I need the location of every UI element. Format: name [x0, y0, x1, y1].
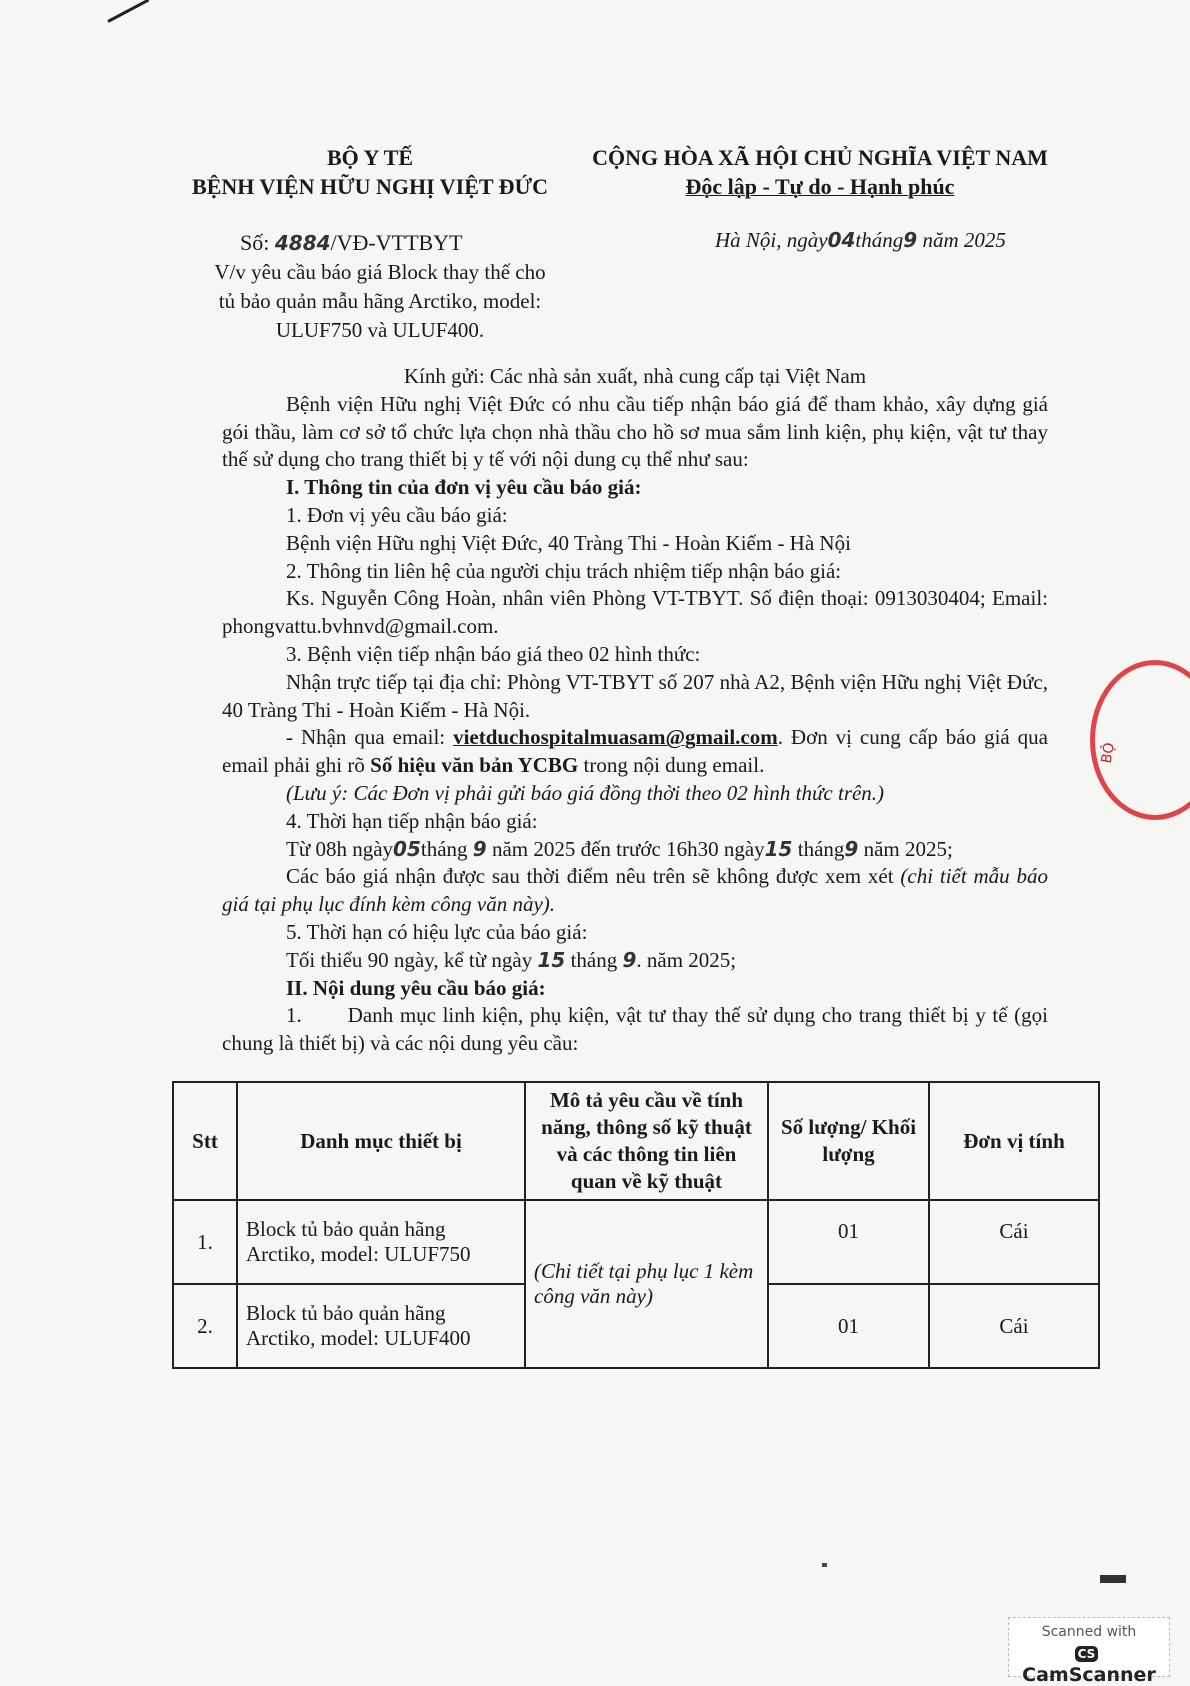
row-qty: 01	[768, 1200, 929, 1284]
email-end: trong nội dung email.	[578, 753, 765, 778]
document-number	[240, 230, 463, 256]
watermark-caption: Scanned with	[1041, 1624, 1137, 1640]
item-3-note: (Lưu ý: Các Đơn vị phải gửi báo giá đồng thời theo 02 hình thức trên.)	[286, 780, 885, 805]
item-5: 5. Thời hạn có hiệu lực của báo giá:	[286, 919, 588, 944]
item-2: 2. Thông tin liên hệ của người chịu trách nhiệm tiếp nhận báo giá:	[286, 558, 842, 583]
doc-number-prefix: Số:	[240, 230, 270, 255]
row-unit: Cái	[929, 1284, 1099, 1368]
section-2-title: II. Nội dung yêu cầu báo giá:	[286, 975, 546, 1000]
table-header: Danh mục thiết bị	[237, 1082, 525, 1200]
email-bold: Số hiệu văn bản YCBG	[370, 753, 579, 778]
item-number: 1.	[286, 1003, 302, 1028]
validity-month: 9	[622, 947, 637, 972]
range-month-label: tháng	[420, 836, 468, 861]
watermark-brand	[1009, 1642, 1169, 1686]
item-4: 4. Thời hạn tiếp nhận báo giá:	[286, 808, 538, 833]
item-3-direct: Nhận trực tiếp tại địa chỉ: Phòng VT-TBYT số 207 nhà A2, Bệnh viện Hữu nghị Việt Đức, 40 Tràng Thi - Hoàn Kiếm - Hà Nội.	[222, 669, 1048, 722]
item-text: Danh mục linh kiện, phụ kiện, vật tư thay thế sử dụng cho trang thiết bị y tế (gọi chung là thiết bị) và các nội dung yêu cầu:	[222, 1003, 1048, 1056]
table-header-row	[173, 1082, 1099, 1200]
item-3: 3. Bệnh viện tiếp nhận báo giá theo 02 hình thức:	[286, 641, 701, 666]
doc-number-suffix: /VĐ-VTTBYT	[330, 230, 463, 255]
row-name: Block tủ bảo quản hãng Arctiko, model: ULUF400	[237, 1284, 525, 1368]
document-body	[222, 363, 1048, 1058]
row-unit: Cái	[929, 1200, 1099, 1284]
ministry-name: BỘ Y TẾ	[327, 145, 413, 170]
document-date	[715, 228, 1006, 253]
red-seal-stamp	[1090, 660, 1190, 820]
camscanner-icon: CS	[1075, 1646, 1099, 1662]
row-stt: 2.	[173, 1284, 237, 1368]
table-header: Đơn vị tính	[929, 1082, 1099, 1200]
email-mid: . Đơn vị cung cấp báo giá qua email phải ghi rõ	[222, 725, 1048, 778]
subject-line: tủ bảo quản mẫu hãng Arctiko, model:	[218, 289, 542, 313]
range-month: 9	[472, 836, 487, 861]
validity-lead: Tối thiểu 90 ngày, kể từ ngày	[286, 947, 533, 972]
range-month-end: 9	[844, 836, 859, 861]
table-row	[173, 1200, 1099, 1284]
section-1-title: I. Thông tin của đơn vị yêu cầu báo giá:	[286, 475, 642, 500]
hospital-name: BỆNH VIỆN HỮU NGHỊ VIỆT ĐỨC	[192, 174, 548, 199]
range-lead: Từ 08h ngày	[286, 836, 394, 861]
date-place: Hà Nội, ngày	[715, 228, 828, 252]
item-4-range	[222, 836, 1048, 864]
doc-number-handwritten: 4884	[274, 231, 331, 255]
date-year: năm 2025	[922, 228, 1006, 252]
date-month: 9	[903, 228, 918, 252]
email-lead: - Nhận qua email:	[286, 725, 454, 750]
item-1: 1. Đơn vị yêu cầu báo giá:	[286, 502, 508, 527]
range-month-label-end: tháng	[797, 836, 845, 861]
validity-end: . năm 2025;	[636, 947, 737, 972]
scan-speck	[822, 1563, 827, 1567]
camscanner-watermark	[1008, 1617, 1170, 1686]
row-qty: 01	[768, 1284, 929, 1368]
seal-text: BỘ	[1098, 741, 1118, 765]
range-mid: năm 2025 đến trước 16h30 ngày	[491, 836, 765, 861]
item-3-email	[222, 724, 1048, 780]
equipment-table	[172, 1081, 1100, 1369]
subject-line: ULUF750 và ULUF400.	[275, 318, 485, 342]
greeting: Kính gửi: Các nhà sản xuất, nhà cung cấp tại Việt Nam	[403, 364, 867, 388]
validity-month-label: tháng	[570, 947, 618, 972]
national-header	[570, 143, 1070, 201]
note-italic: (chi tiết mẫu báo giá tại phụ lục đính kèm công văn này).	[222, 864, 1049, 917]
range-day: 05	[393, 836, 421, 861]
item-5-text	[222, 947, 1048, 975]
range-end: năm 2025;	[863, 836, 953, 861]
date-month-label: tháng	[855, 228, 904, 252]
scan-speck	[1100, 1575, 1126, 1583]
item-2-text: Ks. Nguyễn Công Hoàn, nhân viên Phòng VT-TBYT. Số điện thoại: 0913030404; Email: phongvattu.bvhnvd@gmail.com.	[222, 586, 1048, 639]
email-link[interactable]: vietduchospitalmuasam@gmail.com	[453, 725, 778, 750]
item-4-note	[222, 863, 1048, 919]
subject-line: V/v yêu cầu báo giá Block thay thế cho	[214, 260, 546, 284]
row-stt: 1.	[173, 1200, 237, 1284]
range-day-end: 15	[764, 836, 793, 861]
row-name: Block tủ bảo quản hãng Arctiko, model: ULUF750	[237, 1200, 525, 1284]
watermark-brand-name: CamScanner	[1022, 1664, 1156, 1686]
issuer-header	[170, 143, 570, 201]
table-header: Stt	[173, 1082, 237, 1200]
country-name: CỘNG HÒA XÃ HỘI CHỦ NGHĨA VIỆT NAM	[592, 145, 1048, 170]
motto: Độc lập - Tự do - Hạnh phúc	[685, 174, 955, 199]
row-description: (Chi tiết tại phụ lục 1 kèm công văn này)	[525, 1200, 768, 1368]
pen-mark	[107, 0, 149, 23]
date-day: 04	[827, 228, 856, 252]
item-1-text: Bệnh viện Hữu nghị Việt Đức, 40 Tràng Thi - Hoàn Kiếm - Hà Nội	[286, 530, 851, 555]
note-text: Các báo giá nhận được sau thời điểm nêu trên sẽ không được xem xét	[286, 864, 901, 889]
table-header: Số lượng/ Khối lượng	[768, 1082, 929, 1200]
validity-day: 15	[537, 947, 566, 972]
subject	[180, 258, 580, 345]
section-2-item-1	[222, 1002, 1048, 1058]
intro-paragraph: Bệnh viện Hữu nghị Việt Đức có nhu cầu tiếp nhận báo giá để tham khảo, xây dựng giá gói thầu, làm cơ sở tổ chức lựa chọn nhà thầu cho hồ sơ mua sắm linh kiện, phụ kiện, vật tư thay thế sử dụng cho trang thiết bị y tế với nội dung cụ thể như sau:	[222, 391, 1048, 472]
table-header: Mô tả yêu cầu về tính năng, thông số kỹ thuật và các thông tin liên quan về kỹ thuật	[525, 1082, 768, 1200]
